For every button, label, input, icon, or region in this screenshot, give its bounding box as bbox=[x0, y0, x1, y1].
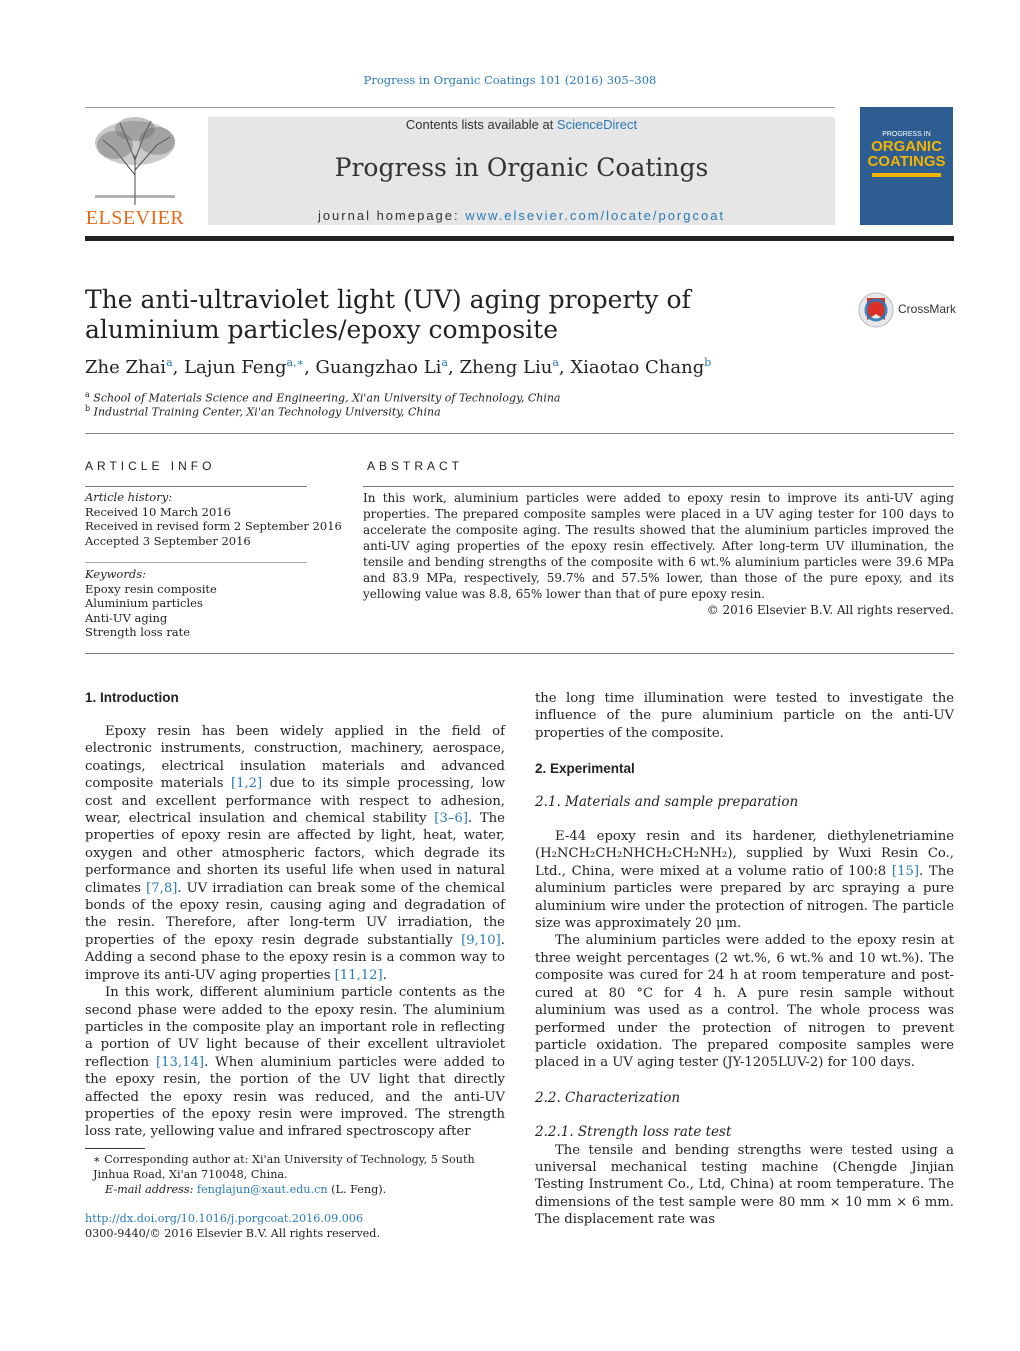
subsection-2-1: 2.1. Materials and sample preparation bbox=[535, 793, 799, 810]
text-run: . The aluminium particles were prepared by arc spraying a pure aluminium wire under the protection of nitrogen. The particle size was approximately 20 μm. bbox=[535, 863, 955, 932]
article-history bbox=[85, 490, 342, 548]
right-column bbox=[535, 690, 954, 1229]
author-sup[interactable]: a bbox=[441, 356, 448, 369]
abstract-copyright: © 2016 Elsevier B.V. All rights reserved. bbox=[706, 603, 954, 617]
header-rule bbox=[85, 107, 835, 108]
journal-cover[interactable] bbox=[860, 107, 953, 225]
footnotes bbox=[85, 1152, 505, 1197]
intro-continued: the long time illumination were tested to investigate the influence of the pure aluminium particle on the anti-UV properties of the composite. bbox=[535, 691, 954, 741]
text-run: In this work, different aluminium particle contents as the second phase were added to the epoxy resin. The aluminium particles in the composite play an important role in reflecting a portion of UV light because of their excellent ultraviolet reflection bbox=[85, 985, 505, 1070]
homepage-prefix: journal homepage: bbox=[317, 208, 466, 223]
article-info-heading: ARTICLE INFO bbox=[85, 459, 216, 473]
affiliation-a bbox=[85, 390, 560, 405]
corresponding-note: ∗ Corresponding author at: Xi'an University of Technology, 5 South Jinhua Road, Xi'an 710048, China. bbox=[93, 1153, 475, 1181]
keywords-block bbox=[85, 567, 217, 640]
history-item: Accepted 3 September 2016 bbox=[85, 533, 251, 548]
crossmark-badge[interactable] bbox=[858, 290, 958, 330]
contents-prefix: Contents lists available at bbox=[405, 117, 557, 132]
homepage-line bbox=[208, 208, 835, 223]
author-name[interactable]: Zhe Zhai bbox=[85, 357, 167, 378]
history-item: Received in revised form 2 September 2016 bbox=[85, 519, 342, 534]
text-run: . bbox=[382, 967, 387, 983]
cover-title-line1: ORGANIC bbox=[871, 138, 942, 155]
reference-link[interactable]: [7,8] bbox=[146, 880, 178, 896]
email-note bbox=[85, 1182, 505, 1197]
cover-title bbox=[860, 139, 953, 169]
crossmark-icon bbox=[858, 290, 894, 330]
text-run: . When aluminium particles were added to the epoxy resin, the portion of the UV light that directly affected the epoxy resin was reduced, and the anti-UV properties of the epoxy resin were improved. The strength loss rate, yellowing value and infrared spectroscopy after bbox=[85, 1054, 505, 1140]
crossmark-text: CrossMark bbox=[898, 302, 957, 316]
journal-name: Progress in Organic Coatings bbox=[334, 153, 709, 182]
abstract-body bbox=[363, 490, 954, 618]
elsevier-tree-icon bbox=[85, 115, 185, 207]
introduction-heading: 1. Introduction bbox=[85, 690, 179, 705]
elsevier-logo[interactable] bbox=[85, 115, 185, 227]
journal-citation[interactable]: Progress in Organic Coatings 101 (2016) 305–308 bbox=[363, 73, 657, 87]
intro-paragraph-1 bbox=[85, 723, 505, 984]
history-label: Article history: bbox=[85, 490, 173, 504]
author-sup[interactable]: a bbox=[166, 356, 173, 369]
homepage-link[interactable]: www.elsevier.com/locate/porgcoat bbox=[465, 208, 726, 223]
keyword: Epoxy resin composite bbox=[85, 581, 217, 596]
text-run: E-44 epoxy resin and its hardener, diethylenetriamine (H₂NCH₂CH₂NHCH₂CH₂NH₂), supplied by Wuxi Resin Co., Ltd., China, were mixed at a volume ratio of 100:8 bbox=[535, 829, 954, 879]
reference-link[interactable]: [1,2] bbox=[230, 776, 263, 792]
sciencedirect-link[interactable]: ScienceDirect bbox=[556, 117, 638, 132]
email-label: E-mail address: bbox=[105, 1183, 197, 1196]
abstract-bottom-rule bbox=[85, 653, 954, 654]
abstract-rule bbox=[363, 486, 954, 487]
keyword: Strength loss rate bbox=[85, 625, 191, 640]
materials-paragraph-2: The aluminium particles were added to the epoxy resin at three weight percentages (2 wt.%, 6 wt.% and 10 wt.%). The composite was cured for 24 h at room temperature and post-cured at 80 °C for 4 h. A pure resin sample without aluminium was used as a control. The whole process was performed under the protection of nitrogen to prevent particle oxidation. The prepared composite samples were placed in a UV aging tester (JY-1205LUV-2) for 100 days. bbox=[535, 933, 954, 1071]
affiliation-text: Industrial Training Center, Xi'an Technology University, China bbox=[93, 405, 441, 419]
experimental-heading: 2. Experimental bbox=[535, 761, 635, 777]
text-run: . The properties of epoxy resin are affected by light, heat, water, oxygen and other atmospheric factors, which degrade its performance and shorten its useful life when used in natural climates bbox=[85, 811, 505, 896]
cover-title-line2: COATINGS bbox=[867, 153, 946, 170]
author-sup[interactable]: a,∗ bbox=[286, 356, 305, 369]
abstract-heading: ABSTRACT bbox=[367, 459, 464, 473]
author-name[interactable]: Zheng Liu bbox=[459, 357, 553, 378]
abstract-text: In this work, aluminium particles were added to epoxy resin to improve its anti-UV aging properties. The prepared composite samples were placed in a UV aging tester for 100 days to accelerate the composite aging. The results showed that the aluminium particles improved the anti-UV aging properties of the epoxy resin effectively. After long-term UV illumination, the tensile and bending strengths of the composite with 6 wt.% aluminium particles were 39.6 MPa and 83.9 MPa, respectively, 59.7% and 57.5% lower, than those of the pure epoxy, and its yellowing value was 8.8, 65% lower than that of pure epoxy resin. bbox=[363, 491, 954, 601]
subsection-2-2-1: 2.2.1. Strength loss rate test bbox=[535, 1124, 732, 1141]
text-run: Epoxy resin has been widely applied in the field of electronic instruments, construction, machinery, aerospace, coatings, electrical insulation materials and advanced composite materials bbox=[85, 724, 505, 792]
article-title: The anti-ultraviolet light (UV) aging property of aluminium particles/epoxy composite bbox=[85, 285, 691, 344]
keywords-label: Keywords: bbox=[85, 567, 146, 581]
subsection-2-2: 2.2. Characterization bbox=[535, 1089, 681, 1106]
header-thick-rule bbox=[85, 236, 954, 241]
author-list: Zhe Zhai$^a$, Lajun Feng$^{a,∗}$, Guangzhao Li$^a$, Zheng Liu$^a$, Xiaotao Chang$^b$ bbox=[85, 356, 712, 378]
author-sup[interactable]: b bbox=[704, 356, 712, 369]
strength-paragraph: The tensile and bending strengths were tested using a universal mechanical testing machine (Chengde Jinjian Testing Instrument Co., Ltd, China) at room temperature. The dimensions of the test sample were 80 mm × 10 mm × 6 mm. The displacement rate was bbox=[535, 1142, 954, 1228]
footnote-rule bbox=[85, 1148, 145, 1149]
doi-block bbox=[85, 1211, 380, 1241]
materials-paragraph-1 bbox=[535, 828, 954, 932]
affiliation-sup: a bbox=[85, 390, 90, 399]
author-name[interactable]: Guangzhao Li bbox=[315, 357, 442, 378]
reference-link[interactable]: [15] bbox=[891, 863, 919, 879]
issn-line: 0300-9440/© 2016 Elsevier B.V. All rights reserved. bbox=[85, 1227, 381, 1240]
left-column bbox=[85, 723, 505, 1141]
affiliation-b bbox=[85, 404, 441, 419]
text-run: due to its simple processing, low cost and excellent performance with respect to adhesion, wear, electrical insulation and chemical stability bbox=[85, 776, 505, 827]
reference-link[interactable]: [9,10] bbox=[461, 932, 501, 948]
journal-banner bbox=[208, 117, 835, 225]
doi-link[interactable]: http://dx.doi.org/10.1016/j.porgcoat.2016.09.006 bbox=[85, 1212, 364, 1225]
elsevier-wordmark: ELSEVIER bbox=[85, 207, 185, 229]
contents-line bbox=[208, 117, 835, 132]
keyword: Anti-UV aging bbox=[85, 610, 168, 625]
keywords-rule bbox=[85, 562, 307, 563]
keyword: Aluminium particles bbox=[85, 596, 203, 611]
intro-paragraph-2 bbox=[85, 984, 505, 1141]
history-item: Received 10 March 2016 bbox=[85, 504, 231, 519]
reference-link[interactable]: [11,12] bbox=[334, 967, 383, 983]
email-suffix: (L. Feng). bbox=[327, 1183, 387, 1196]
article-info-rule bbox=[85, 486, 307, 487]
author-sup[interactable]: a bbox=[552, 356, 559, 369]
author-name[interactable]: Lajun Feng bbox=[184, 357, 287, 378]
affiliation-rule bbox=[85, 433, 954, 434]
affiliation-sup: b bbox=[85, 404, 91, 413]
affiliation-text: School of Materials Science and Engineering, Xi'an University of Technology, China bbox=[93, 391, 561, 405]
email-link[interactable]: fenglajun@xaut.edu.cn bbox=[196, 1183, 328, 1196]
text-run: . Adding a second phase to the epoxy resin is a common way to improve its anti-UV aging properties bbox=[85, 932, 505, 983]
reference-link[interactable]: [13,14] bbox=[156, 1054, 205, 1070]
author-name[interactable]: Xiaotao Chang bbox=[570, 357, 705, 378]
cover-top-text: PROGRESS IN bbox=[882, 131, 931, 138]
reference-link[interactable]: [3–6] bbox=[434, 811, 468, 827]
cover-stripe bbox=[872, 173, 941, 177]
text-run: . UV irradiation can break some of the chemical bonds of the epoxy resin, causing aging and degradation of the resin. Therefore, after long-term UV irradiation, the properties of the epoxy resin degrade substantially bbox=[85, 880, 505, 948]
